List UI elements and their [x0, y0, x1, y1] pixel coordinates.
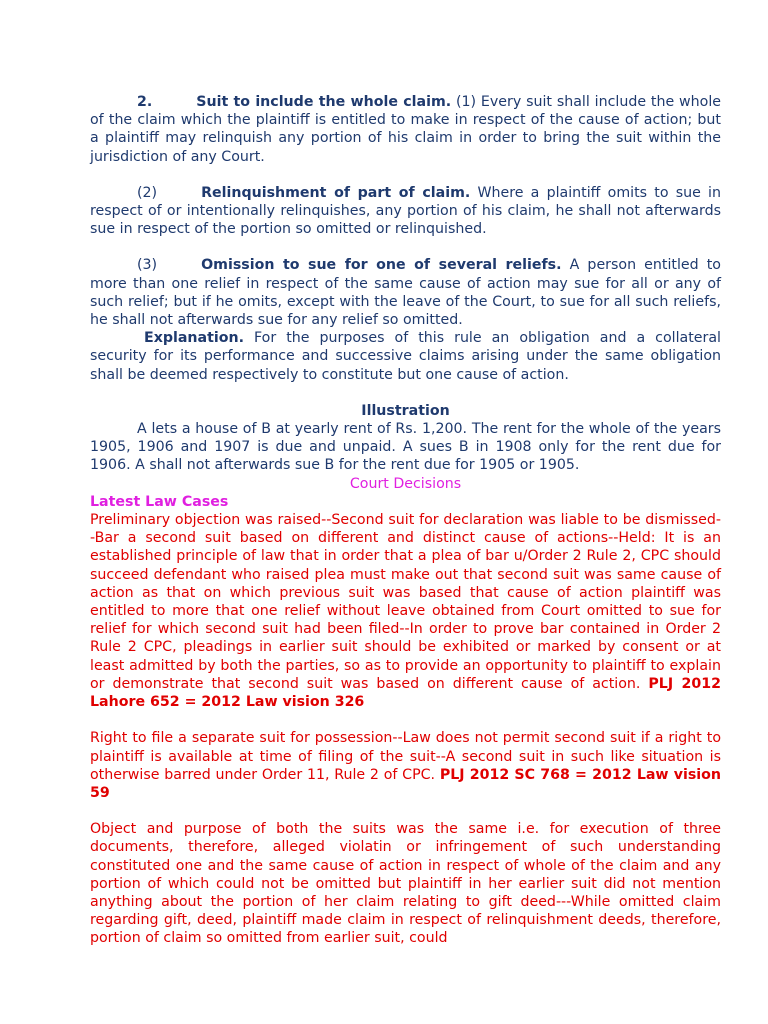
sub-2-paragraph [90, 184, 721, 239]
explanation-paragraph [90, 329, 721, 384]
sub-2-number: (2) [137, 184, 158, 201]
latest-law-cases-heading: Latest Law Cases [90, 493, 229, 510]
sub-3-number: (3) [137, 257, 158, 274]
sub-2-heading: Relinquishment of part of claim. [201, 184, 471, 201]
case-paragraph-2 [90, 729, 721, 802]
case-paragraph-3 [90, 820, 721, 947]
case-3-text: Object and purpose of both the suits was the same i.e. for execution of three documents, therefore, alleged violatin or infringement of such understanding constituted one and the same cause of action in respect of whole of the claim and any portion of which could not be omitted but plaintiff in her earlier suit did not mention anything about the portion of her claim relating to gift deed---While omitted claim regarding gift, deed, plaintiff made claim in respect of relinquishment deeds, therefore, portion of claim so omitted from earlier suit, could [90, 821, 721, 947]
sub-3-body: A person entitled to more than one relief in respect of the same cause of action may sue for all or any of such relief; but if he omits, except with the leave of the Court, to sue for all such reliefs, he shall not afterwards sue for any relief so omitted. [90, 257, 721, 329]
section-2-number: 2. [137, 94, 153, 110]
case-1-text: Preliminary objection was raised--Second suit for declaration was liable to be dismissed--Bar a second suit based on different and distinct cause of actions--Held: It is an established principle of law that in order that a plea of bar u/Order 2 Rule 2, CPC should succeed defendant who raised plea must make out that second suit was same cause of action as that on which previous suit was based that cause of action plaintiff was entitled to more that one relief without leave obtained from Court omitted to sue for relief for which second suit had been filed--In order to prove bar contained in Order 2 Rule 2 CPC, pleadings in earlier suit should be exhibited or marked by consent or at least admitted by both the parties, so as to provide an opportunity to plaintiff to explain or demonstrate that second suit was based on different cause of action. [90, 512, 721, 692]
case-paragraph-1 [90, 511, 721, 711]
section-2-heading: Suit to include the whole claim. [196, 94, 452, 110]
sub-3-paragraph [90, 256, 721, 329]
case-2-text: Right to file a separate suit for possession--Law does not permit second suit if a right to plaintiff is available at time of filing of the suit--A second suit in such like situation is otherwise barred under Order 11, Rule 2 of CPC. [90, 730, 721, 783]
explanation-body: For the purposes of this rule an obligation and a collateral security for its performance and successive claims arising under the same obligation shall be deemed respectively to constitute but one cause of action. [90, 330, 721, 383]
section-2-body: (1) Every suit shall include the whole of the claim which the plaintiff is entitled to make in respect of the cause of action; but a plaintiff may relinquish any portion of his claim in order to bring the suit within the jurisdiction of any Court. [90, 94, 721, 165]
court-decisions-heading: Court Decisions [349, 475, 462, 492]
case-1-citation: PLJ 2012 Lahore 652 = 2012 Law vision 326 [90, 675, 721, 711]
illustration-body: A lets a house of B at yearly rent of Rs. 1,200. The rent for the whole of the years 1905, 1906 and 1907 is due and unpaid. A sues B in 1908 only for the rent due for 1906. A shall not afterwards sue B for the rent due for 1905 or 1905. [90, 421, 721, 474]
explanation-heading: Explanation. [144, 330, 244, 347]
sub-3-heading: Omission to sue for one of several reliefs. [201, 257, 562, 274]
illustration-heading: Illustration [361, 402, 450, 419]
case-2-citation: PLJ 2012 SC 768 = 2012 Law vision 59 [90, 766, 722, 801]
sub-2-body: Where a plaintiff omits to sue in respect of or intentionally relinquishes, any portion of his claim, he shall not afterwards sue in respect of the portion so omitted or relinquished. [90, 184, 721, 238]
section-2-paragraph [90, 93, 721, 166]
